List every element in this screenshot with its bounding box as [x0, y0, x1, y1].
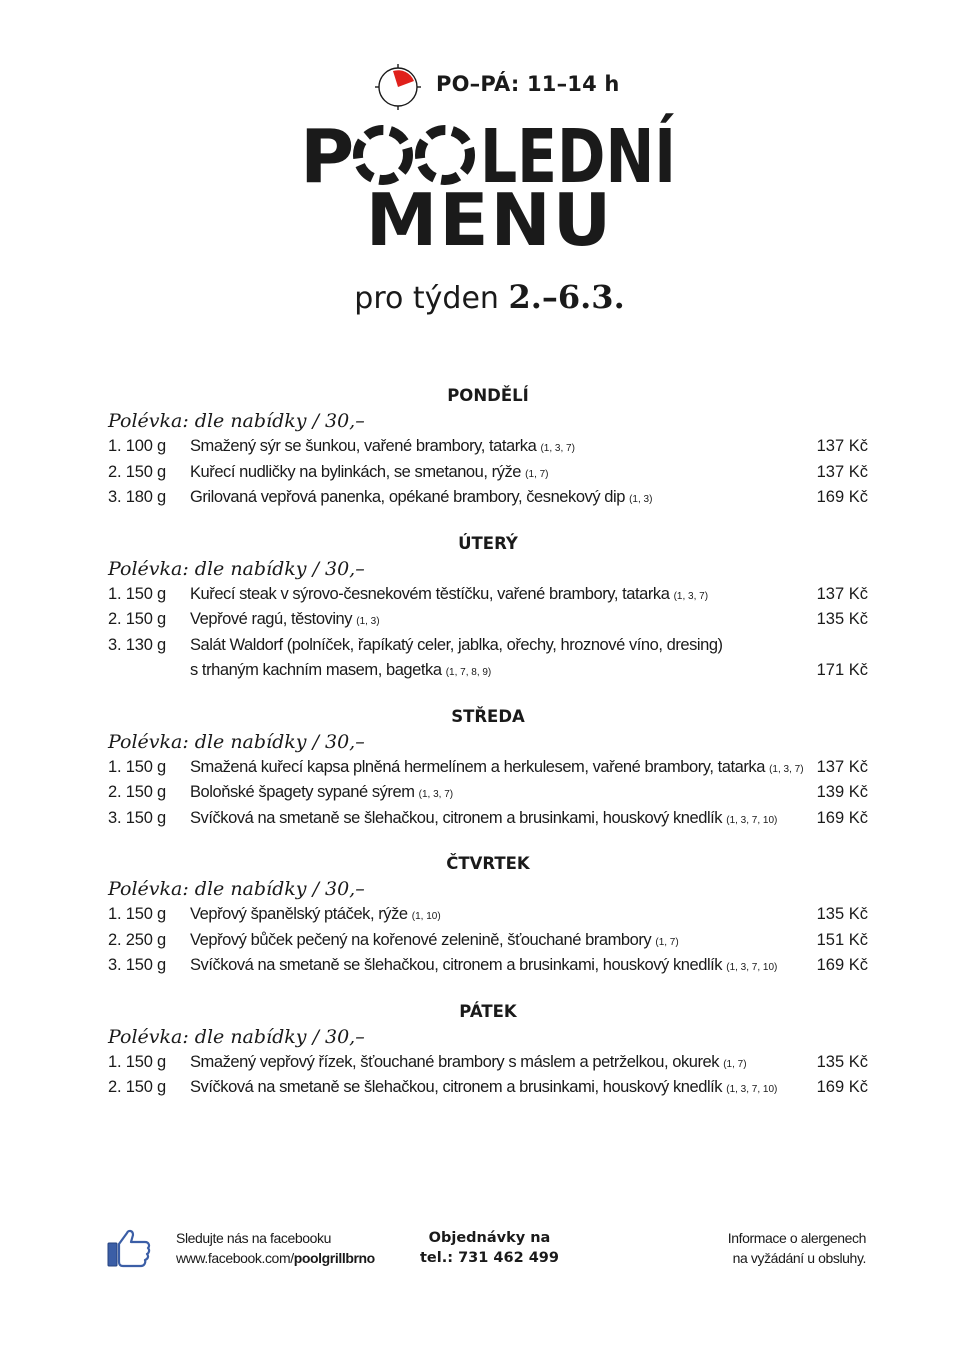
dish-number-weight: 1. 150 g: [108, 1052, 167, 1071]
dish-number-weight: 3. 150 g: [108, 956, 167, 974]
dish-description: Vepřový bůček pečený na kořenové zelenině, šťouchané brambory (1, 7): [190, 930, 679, 949]
day-friday: [108, 999, 868, 1101]
dish-price: 169 Kč: [816, 956, 868, 974]
dish-row: [108, 780, 868, 806]
dish-price: 137 Kč: [816, 437, 868, 455]
day-thursday: [108, 851, 868, 979]
day-wednesday: [108, 704, 868, 832]
facebook-label: Sledujte nás na facebooku: [176, 1230, 332, 1246]
dish-row: [108, 485, 868, 511]
dish-number-weight: 2. 150 g: [108, 1078, 167, 1096]
dish-description: Smažený sýr se šunkou, vařené brambory, tatarka (1, 3, 7): [190, 437, 575, 455]
day-name: PONDĚLÍ: [447, 386, 529, 405]
allergen-codes: (1, 3): [629, 494, 653, 505]
dish-row: [108, 633, 868, 684]
day-name: STŘEDA: [451, 706, 525, 726]
dish-price: 137 Kč: [816, 584, 868, 603]
dish-price: 137 Kč: [816, 462, 868, 481]
hours-text: PO–PÁ: 11–14 h: [436, 72, 620, 96]
week-range: [0, 278, 979, 316]
dish-description: Smažená kuřecí kapsa plněná hermelínem a herkulesem, vařené brambory, tatarka (1, 3, 7): [190, 757, 804, 776]
dish-description: Kuřecí steak v sýrovo-česnekovém těstíčku, vařené brambory, tatarka (1, 3, 7): [190, 584, 709, 603]
dish-price: 135 Kč: [816, 1052, 868, 1071]
dish-number-weight: 2. 250 g: [108, 930, 167, 949]
dish-number-weight: 1. 150 g: [108, 905, 167, 923]
dish-row: [108, 607, 868, 633]
dish-row: [108, 902, 868, 928]
dish-number-weight: 3. 180 g: [108, 488, 167, 506]
day-monday: [108, 383, 868, 511]
title-line-2: MENU: [365, 178, 614, 262]
title-rest: LEDNÍ: [479, 114, 729, 200]
weekly-menu: [108, 383, 868, 1121]
dish-number-weight: 1. 150 g: [108, 584, 167, 603]
facebook-link[interactable]: www.facebook.com/poolgrillbrno: [176, 1250, 375, 1266]
soup-line: Polévka: dle nabídky / 30,–: [108, 1025, 365, 1048]
dish-number-weight: 2. 150 g: [108, 610, 167, 628]
dish-row: [108, 1050, 868, 1076]
dish-number-weight: 2. 150 g: [108, 462, 167, 481]
dish-price: 171 Kč: [816, 661, 868, 679]
allergen-codes: (1, 3, 7, 10): [726, 1084, 778, 1095]
allergen-codes: (1, 3, 7, 10): [726, 814, 778, 826]
dish-price: 135 Kč: [816, 610, 868, 628]
order-label: Objednávky na: [428, 1230, 551, 1246]
week-dates: 2.–6.3.: [508, 278, 625, 316]
dish-row: [108, 953, 868, 979]
opening-hours: [0, 64, 979, 108]
dish-number-weight: 2. 150 g: [108, 783, 167, 801]
dish-description: Salát Waldorf (polníček, řapíkatý celer, jablka, ořechy, hroznové víno, dresing): [190, 635, 723, 654]
dish-number-weight: 3. 130 g: [108, 635, 167, 654]
allergen-codes: (1, 3, 7): [418, 789, 454, 800]
dish-price: 151 Kč: [816, 930, 868, 949]
dish-row: [108, 434, 868, 460]
allergen-codes: (1, 3, 7): [540, 443, 575, 454]
soup-line: Polévka: dle nabídky / 30,–: [108, 878, 365, 900]
footer: [0, 1224, 979, 1274]
allergen-codes: (1, 3, 7): [673, 590, 709, 602]
allergen-codes: (1, 7): [723, 1058, 747, 1070]
allergen-codes: (1, 3, 7, 10): [726, 962, 778, 973]
day-name: PÁTEK: [459, 1001, 517, 1021]
dish-price: 169 Kč: [816, 808, 868, 827]
allergen-codes: (1, 7): [655, 936, 679, 948]
dish-description: Boloňské špagety sypané sýrem (1, 3, 7): [190, 783, 454, 801]
dish-row: [108, 928, 868, 954]
dish-description: Grilovaná vepřová panenka, opékané brambory, česnekový dip (1, 3): [190, 488, 653, 506]
allergen-codes: (1, 3): [356, 616, 380, 627]
day-name: ÚTERÝ: [458, 533, 518, 553]
day-tuesday: [108, 531, 868, 684]
dish-row: [108, 755, 868, 781]
soup-line: Polévka: dle nabídky / 30,–: [108, 410, 365, 432]
allergen-codes: (1, 10): [411, 911, 441, 922]
dish-price: 169 Kč: [816, 488, 868, 506]
dish-description: Vepřový španělský ptáček, rýže (1, 10): [190, 905, 441, 923]
svg-text:P: P: [299, 114, 354, 200]
soup-line: Polévka: dle nabídky / 30,–: [108, 730, 365, 753]
dish-description: Smažený vepřový řízek, šťouchané brambory s máslem a petrželkou, okurek (1, 7): [190, 1052, 747, 1071]
dish-description: Svíčková na smetaně se šlehačkou, citronem a brusinkami, houskový knedlík (1, 3, 7, 10): [190, 1078, 778, 1096]
dish-number-weight: 3. 150 g: [108, 808, 167, 827]
allergen-codes: (1, 7, 8, 9): [445, 667, 492, 678]
dish-price: 137 Kč: [816, 757, 868, 776]
allergen-codes: (1, 7): [525, 468, 549, 480]
day-name: ČTVRTEK: [446, 854, 530, 873]
stylised-o-icon: [358, 130, 470, 180]
dish-description: Kuřecí nudličky na bylinkách, se smetanou, rýže (1, 7): [190, 462, 549, 481]
dish-price: 169 Kč: [816, 1078, 868, 1096]
dish-description: Vepřové ragú, těstoviny (1, 3): [190, 610, 380, 628]
soup-line: Polévka: dle nabídky / 30,–: [108, 557, 365, 580]
dish-price: 139 Kč: [816, 783, 868, 801]
week-prefix: pro týden: [354, 281, 499, 316]
allergen-info: Informace o alergenech na vyžádání u obsluhy.: [727, 1230, 866, 1266]
dish-row: [108, 582, 868, 608]
allergen-codes: (1, 3, 7): [769, 763, 804, 775]
dish-number-weight: 1. 100 g: [108, 437, 167, 455]
dish-description: Svíčková na smetaně se šlehačkou, citronem a brusinkami, houskový knedlík (1, 3, 7, 10): [190, 956, 778, 974]
dish-row: [108, 1075, 868, 1101]
dish-row: [108, 460, 868, 486]
clock-icon: [375, 64, 421, 110]
dish-description-continued: s trhaným kachním masem, bagetka (1, 7, 8, 9): [190, 661, 492, 679]
dish-row: [108, 806, 868, 832]
dish-number-weight: 1. 150 g: [108, 757, 167, 776]
dish-description: Svíčková na smetaně se šlehačkou, citronem a brusinkami, houskový knedlík (1, 3, 7, 10): [190, 808, 778, 827]
dish-price: 135 Kč: [816, 905, 868, 923]
order-phone[interactable]: tel.: 731 462 499: [420, 1250, 559, 1266]
